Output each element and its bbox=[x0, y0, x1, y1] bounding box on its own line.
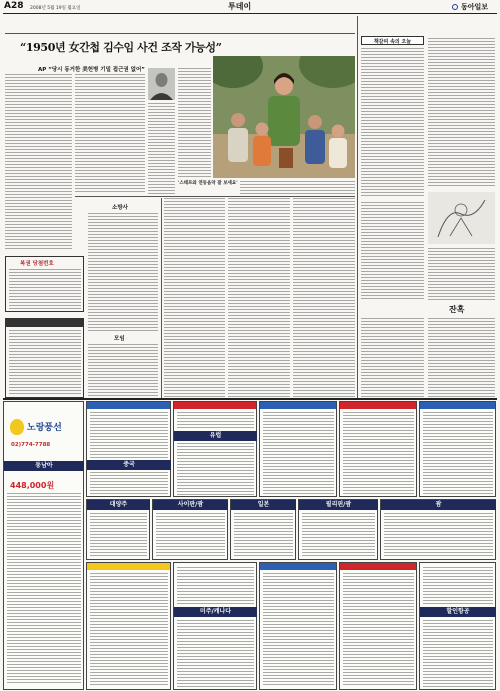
header-rule bbox=[3, 13, 497, 14]
ad-cell bbox=[298, 499, 378, 560]
ad-listing bbox=[343, 573, 414, 687]
agency-brand: 노랑풍선 bbox=[27, 423, 62, 433]
ad-listing bbox=[7, 493, 81, 683]
bookmark-box-title bbox=[361, 36, 424, 45]
ad-listing bbox=[423, 567, 493, 605]
lead-text-column bbox=[75, 74, 145, 194]
ad-cell bbox=[419, 401, 496, 497]
ad-cell bbox=[259, 401, 337, 497]
reporter-portrait bbox=[148, 68, 175, 100]
article-column bbox=[228, 198, 290, 398]
region-header-guam: 괌 bbox=[381, 500, 496, 510]
ad-listing bbox=[343, 412, 414, 495]
ad-listing bbox=[177, 620, 254, 687]
ad-band bbox=[260, 402, 336, 409]
ad-listing bbox=[423, 412, 493, 495]
ad-cell bbox=[419, 562, 496, 690]
right-text-column bbox=[361, 202, 424, 300]
ad-band bbox=[87, 563, 170, 570]
right-text-column bbox=[428, 248, 495, 300]
essay-title: 잔혹 bbox=[449, 305, 465, 314]
ad-cell bbox=[86, 499, 150, 560]
ad-band bbox=[340, 402, 416, 409]
lead-text-column bbox=[5, 74, 72, 250]
news-photo bbox=[213, 56, 355, 178]
ad-cell bbox=[173, 401, 257, 497]
ad-cell bbox=[230, 499, 296, 560]
ad-band bbox=[174, 402, 256, 409]
ad-listing bbox=[156, 513, 225, 558]
ad-listing bbox=[177, 443, 254, 495]
featured-price: 448,000원 bbox=[10, 481, 55, 490]
travel-agency-ad bbox=[3, 401, 84, 690]
market-box bbox=[5, 318, 84, 398]
ad-band bbox=[340, 563, 416, 570]
lottery-numbers bbox=[9, 269, 81, 309]
article-column bbox=[164, 198, 225, 398]
lead-subhead: AP “당시 동거한 美헌병 기밀 접근권 없어” bbox=[38, 67, 145, 73]
masthead-logo-icon bbox=[452, 4, 458, 10]
market-box-bar bbox=[6, 319, 83, 327]
bookmark-text bbox=[361, 48, 424, 198]
region-header-europe: 유럽 bbox=[174, 431, 257, 441]
bookmark-box-label: 책갈피 속의 오늘 bbox=[373, 39, 412, 45]
brief-heading: 모임 bbox=[114, 336, 125, 342]
photo-caption bbox=[178, 180, 355, 195]
ad-listing bbox=[234, 513, 293, 558]
region-header-saipan-guam: 사이판/괌 bbox=[153, 500, 228, 510]
ad-band bbox=[420, 402, 495, 409]
lead-top-rule bbox=[5, 33, 355, 34]
section-title: 투데이 bbox=[228, 2, 252, 11]
article-column bbox=[293, 198, 355, 398]
ad-listing bbox=[90, 472, 168, 495]
ad-listing bbox=[263, 573, 334, 687]
right-column-divider bbox=[357, 16, 358, 398]
region-header-china: 중국 bbox=[87, 460, 171, 470]
agency-phone: 02)774-7788 bbox=[11, 442, 51, 448]
region-header-discount-air: 할인항공 bbox=[420, 607, 496, 617]
region-header-americas-canada: 미주/캐나다 bbox=[174, 607, 257, 617]
region-header-japan: 일본 bbox=[231, 500, 296, 510]
ad-listing bbox=[177, 412, 254, 429]
page-number: A28 bbox=[4, 1, 24, 11]
ad-cell bbox=[339, 401, 417, 497]
lead-text-column bbox=[178, 68, 211, 178]
paper-name: 동아일보 bbox=[461, 3, 489, 11]
lead-text-column bbox=[148, 103, 175, 194]
photo-caption-lead: '스태프와 연동음악 잘 보세요' bbox=[178, 181, 238, 186]
ad-cell bbox=[173, 562, 257, 690]
ad-listing bbox=[263, 412, 334, 495]
region-header-southeast-asia: 동남아 bbox=[4, 461, 84, 471]
balloon-icon bbox=[10, 419, 24, 435]
issue-date: 2008년 5월 19일 월요일 bbox=[30, 6, 81, 11]
ad-band bbox=[87, 402, 170, 409]
ad-section-rule bbox=[3, 398, 497, 400]
region-header-oceania: 대양주 bbox=[87, 500, 150, 510]
column-illustration bbox=[428, 192, 495, 244]
brief-heading: 소방사 bbox=[112, 205, 128, 211]
brief-text bbox=[88, 344, 158, 397]
lead-bottom-rule bbox=[75, 196, 355, 197]
lottery-box bbox=[5, 256, 84, 312]
ad-listing bbox=[90, 513, 147, 558]
ad-listing bbox=[423, 620, 493, 687]
ad-cell bbox=[339, 562, 417, 690]
ad-band bbox=[260, 563, 336, 570]
column-divider bbox=[161, 198, 162, 398]
brief-text bbox=[88, 213, 158, 331]
ad-cell bbox=[86, 401, 171, 497]
photo-caption-text bbox=[240, 181, 355, 194]
essay-text bbox=[428, 318, 495, 398]
essay-text bbox=[361, 318, 424, 398]
ad-listing bbox=[90, 573, 168, 687]
ad-cell bbox=[152, 499, 228, 560]
ad-listing bbox=[90, 412, 168, 458]
ad-listing bbox=[302, 513, 375, 558]
ad-cell bbox=[259, 562, 337, 690]
market-box-text bbox=[9, 330, 81, 396]
ad-listing bbox=[177, 567, 254, 605]
ad-cell bbox=[380, 499, 496, 560]
ad-cell bbox=[86, 562, 171, 690]
region-header-philippines-guam: 필리핀/괌 bbox=[299, 500, 378, 510]
lottery-title: 복권 당첨번호 bbox=[20, 261, 54, 267]
lead-headline: “1950년 女간첩 김수임 사건 조작 가능성” bbox=[20, 41, 222, 54]
ad-listing bbox=[384, 513, 493, 558]
right-text-column bbox=[428, 38, 495, 188]
